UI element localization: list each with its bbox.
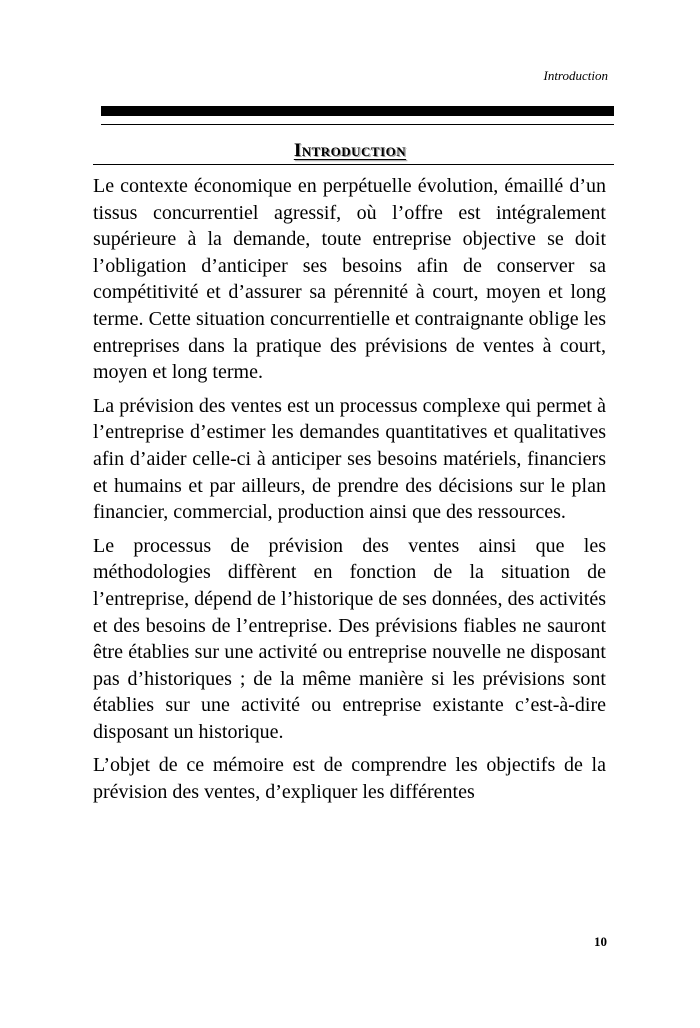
paragraph-3: Le processus de prévision des ventes ainsi que les méthodologies diffèrent en fonction de la situation de l’entreprise, dépend de l’historique de ses données, des activités et des besoins de l’entreprise. Des prévisions fiables ne sauront être établies sur une activité ou entreprise nouvelle ne disposant pas d’historiques ; de la même manière si les prévisions sont établies sur une activité ou entreprise existante c’est-à-dire disposant un historique. [93,534,606,743]
body-text [93,173,606,813]
page-number: 10 [594,934,607,949]
running-header: Introduction [543,68,608,83]
header-thick-rule [101,106,614,116]
header-thin-rule [101,124,614,125]
paragraph-4: L’objet de ce mémoire est de comprendre les objectifs de la prévision des ventes, d’expliquer les différentes [93,754,606,804]
title-underline-rule [93,164,614,165]
page-title: Introduction [293,140,407,161]
paragraph-1: Le contexte économique en perpétuelle évolution, émaillé d’un tissus concurrentiel agressif, où l’offre est intégralement supérieure à la demande, toute entreprise objective se doit l’obligation d’anticiper ses besoins afin de conserver sa compétitivité et d’assurer sa pérennité à court, moyen et long terme. Cette situation concurrentielle et contraignante oblige les entreprises dans la pratique des prévisions de ventes à court, moyen et long terme. [93,175,606,384]
paragraph-2: La prévision des ventes est un processus complexe qui permet à l’entreprise d’estimer les demandes quantitatives et qualitatives afin d’aider celle-ci à anticiper ses besoins matériels, financiers et humains et par ailleurs, de prendre des décisions sur le plan financier, commercial, production ainsi que des ressources. [93,394,606,524]
